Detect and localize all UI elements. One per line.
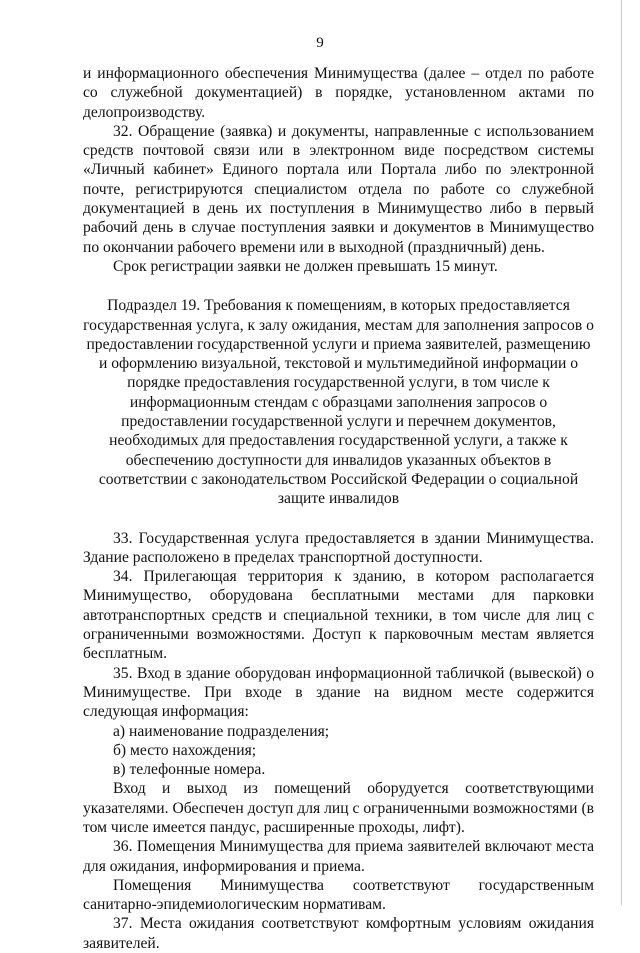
- paragraph-sanitary: Помещения Минимущества соответствуют государственным санитарно-эпидемиологическим нормативам.: [83, 876, 594, 914]
- paragraph-33: 33. Государственная услуга предоставляется в здании Минимущества. Здание расположено в пределах транспортной доступности.: [83, 529, 594, 566]
- paragraph-34: 34. Прилегающая территория к зданию, в котором располагается Минимущество, оборудована бесплатными местами для парковки автотранспортных средств и специальной техники, в том числе для лиц с ограниченными возможностями. Доступ к парковочным местам является бесплатным.: [83, 568, 594, 663]
- list-item: б) место нахождения;: [113, 741, 257, 759]
- document-body: [83, 64, 594, 953]
- paragraph-32: 32. Обращение (заявка) и документы, направленные с использованием средств почтовой связи или в электронном виде посредством системы «Личный кабинет» Единого портала или Портала либо по электронной почте, регистрируются специалистом отдела по работе со служебной документацией в день их поступления в Минимущество либо в первый рабочий день в случае поступления заявки и документов в Минимущество по окончании рабочего времени или в выходной (праздничный) день.: [83, 122, 594, 256]
- section-heading: Подраздел 19. Требования к помещениям, в которых предоставляется государственная услуга, к залу ожидания, местам для заполнения запросов о предоставлении государственной услуги и приема заявителей, размещению и оформлению визуальной, текстовой и мультимедийной информации о порядке предоставления государственной услуги, в том числе к информационным стендам с образцами заполнения запросов о предоставлении государственной услуги и перечнем документов, необходимых для предоставления государственной услуги, а также к обеспечению доступности для инвалидов указанных объектов в соответствии с законодательством Российской Федерации о социальной защите инвалидов: [83, 297, 594, 508]
- page-number: 9: [316, 35, 324, 51]
- paragraph-entrance-exit: Вход и выход из помещений оборудуется соответствующими указателями. Обеспечен доступ для лиц с ограниченными возможностями (в том числе имеется пандус, расширенные проходы, лифт).: [83, 780, 594, 836]
- list-item: а) наименование подразделения;: [113, 722, 330, 740]
- paragraph-35: 35. Вход в здание оборудован информационной табличкой (вывеской) о Минимуществе. При входе в здание на видном месте содержится следующая информация:: [83, 664, 594, 721]
- paragraph-37: 37. Места ожидания соответствуют комфортным условиям ожидания заявителей.: [83, 915, 594, 952]
- paragraph-continuation: и информационного обеспечения Минимущества (далее – отдел по работе со служебной документацией) в порядке, установленном актами по делопроизводству.: [83, 65, 594, 121]
- paragraph-36: 36. Помещения Минимущества для приема заявителей включают места для ожидания, информирования и приема.: [83, 838, 594, 875]
- page-edge-line: [621, 0, 622, 905]
- paragraph-registration-time: Срок регистрации заявки не должен превышать 15 минут.: [113, 257, 498, 275]
- list-item: в) телефонные номера.: [113, 761, 266, 779]
